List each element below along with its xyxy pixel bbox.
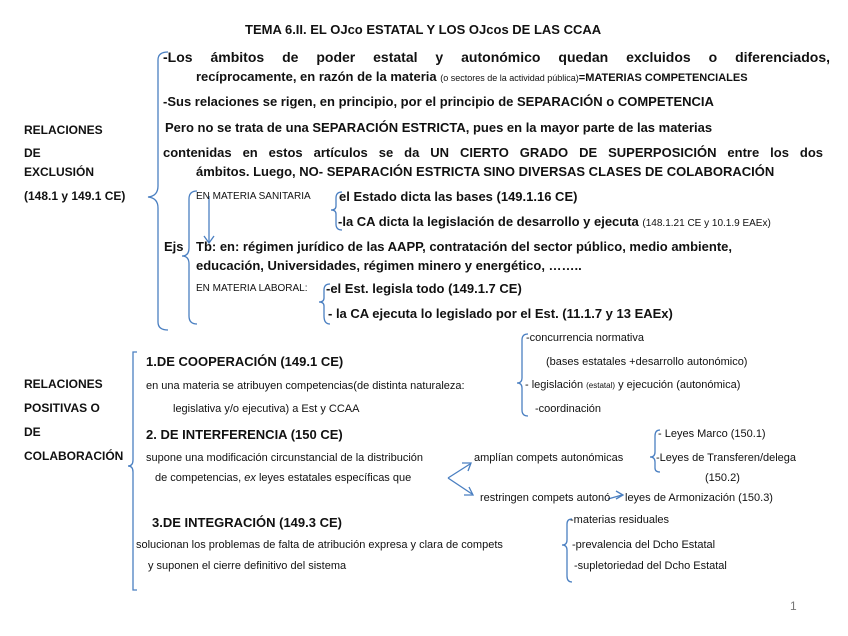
interferencia-heading: 2. DE INTERFERENCIA (150 CE): [146, 427, 343, 442]
laboral-item-1: -el Est. legisla todo (149.1.7 CE): [326, 281, 522, 296]
cooperacion-desc-1: en una materia se atribuyen competencias(de distinta naturaleza:: [146, 380, 465, 392]
integracion-brace: [562, 519, 572, 582]
positive-label-2: POSITIVAS O: [24, 401, 100, 415]
cooperacion-item-coordinacion: -coordinación: [535, 403, 602, 415]
integracion-item-3: -supletoriedad del Dcho Estatal: [574, 560, 727, 572]
exclusion-line-1: -Los ámbitos de poder estatal y autonómico quedan excluidos o diferenciados,: [163, 49, 830, 65]
legislacion-post: y ejecución (autonómica): [615, 379, 741, 391]
sanitaria-item-2: [338, 215, 771, 229]
legislacion-small: (estatal): [586, 381, 616, 390]
ejs-brace: [182, 191, 197, 324]
interferencia-desc-2: [155, 473, 411, 484]
interferencia-desc-2-pre: de competencias,: [155, 472, 245, 484]
integracion-desc-2: y suponen el cierre definitivo del sistema: [148, 560, 347, 572]
cooperacion-item-concurrencia: -concurrencia normativa: [526, 332, 644, 344]
exclusion-line-2: [196, 70, 748, 84]
arrow-restringen-line: [448, 478, 472, 494]
leyes-armonizacion: leyes de Armonización (150.3): [625, 492, 773, 504]
cooperacion-brace: [517, 334, 528, 416]
exclusion-label-4: (148.1 y 149.1 CE): [24, 189, 126, 203]
cooperacion-item-concurrencia-sub: (bases estatales +desarrollo autonómico): [546, 356, 748, 368]
positive-label-4: COLABORACIÓN: [24, 449, 124, 463]
exclusion-label-1: RELACIONES: [24, 123, 103, 137]
exclusion-line-4: Pero no se trata de una SEPARACIÓN ESTRICTA, pues en la mayor parte de las materias: [165, 120, 713, 135]
laboral-label: EN MATERIA LABORAL:: [196, 283, 308, 294]
arrow-restringen-head: [464, 487, 473, 495]
exclusion-label-2: DE: [24, 146, 41, 160]
sanitaria-item-2-main: -la CA dicta la legislación de desarrollo y ejecuta: [338, 214, 643, 229]
exclusion-line-2-small: (o sectores de la actividad pública): [440, 73, 579, 83]
exclusion-line-6: ámbitos. Luego, NO- SEPARACIÓN ESTRICTA SINO DIVERSAS CLASES DE COLABORACIÓN: [196, 164, 775, 179]
cooperacion-item-legislacion: [525, 380, 740, 391]
sanitaria-item-1: el Estado dicta las bases (149.1.16 CE): [339, 189, 578, 204]
leyes-transferencia: -Leyes de Transferen/delega: [656, 452, 797, 464]
tb-line-2: educación, Universidades, régimen minero y energético, ……..: [196, 258, 582, 273]
page-title: TEMA 6.II. EL OJco ESTATAL Y LOS OJcos DE LAS CCAA: [245, 22, 602, 37]
interferencia-amplian: amplían compets autonómicas: [474, 452, 624, 464]
sanitaria-item-2-ref: (148.1.21 CE y 10.1.9 EAEx): [642, 218, 771, 229]
positive-label-3: DE: [24, 425, 41, 439]
ejs-label: Ejs: [164, 239, 184, 254]
sanitaria-label: EN MATERIA SANITARIA: [196, 191, 311, 202]
integracion-item-2: -prevalencia del Dcho Estatal: [572, 539, 716, 551]
arrow-armonizacion-head: [616, 491, 623, 499]
integracion-item-1: -materias residuales: [570, 514, 670, 526]
leyes-transferencia-ref: (150.2): [705, 472, 740, 484]
positive-brace: [128, 352, 137, 590]
laboral-item-2: - la CA ejecuta lo legislado por el Est. (11.1.7 y 13 EAEx): [328, 306, 673, 321]
interferencia-desc-1: supone una modificación circunstancial de la distribución: [146, 452, 423, 464]
interferencia-desc-2-italic: ex: [244, 472, 256, 484]
positive-label-1: RELACIONES: [24, 377, 103, 391]
integracion-desc-1: solucionan los problemas de falta de atribución expresa y clara de compets: [136, 539, 503, 551]
interferencia-restringen: restringen compets autonó: [480, 492, 611, 504]
integracion-heading: 3.DE INTEGRACIÓN (149.3 CE): [152, 515, 342, 530]
page-number: 1: [790, 599, 797, 613]
arrow-amplian-line: [448, 464, 470, 478]
arrow-amplian-head: [462, 463, 471, 471]
exclusion-line-3: -Sus relaciones se rigen, en principio, por el principio de SEPARACIÓN o COMPETENCIA: [163, 94, 714, 109]
exclusion-line-2-tail: =MATERIAS COMPETENCIALES: [578, 72, 748, 84]
cooperacion-heading: 1.DE COOPERACIÓN (149.1 CE): [146, 354, 344, 369]
cooperacion-desc-2: legislativa y/o ejecutiva) a Est y CCAA: [173, 403, 360, 415]
exclusion-line-2-main: recíprocamente, en razón de la materia: [196, 69, 441, 84]
tb-line-1: Tb: en: régimen jurídico de las AAPP, contratación del sector público, medio ambiente,: [196, 239, 732, 254]
leyes-marco: - Leyes Marco (150.1): [658, 428, 766, 440]
exclusion-line-5: contenidas en estos artículos se da UN CIERTO GRADO DE SUPERPOSICIÓN entre los dos: [163, 145, 823, 160]
legislacion-pre: - legislación: [525, 379, 587, 391]
interferencia-desc-2-post: leyes estatales específicas que: [255, 472, 412, 484]
exclusion-label-3: EXCLUSIÓN: [24, 165, 95, 179]
